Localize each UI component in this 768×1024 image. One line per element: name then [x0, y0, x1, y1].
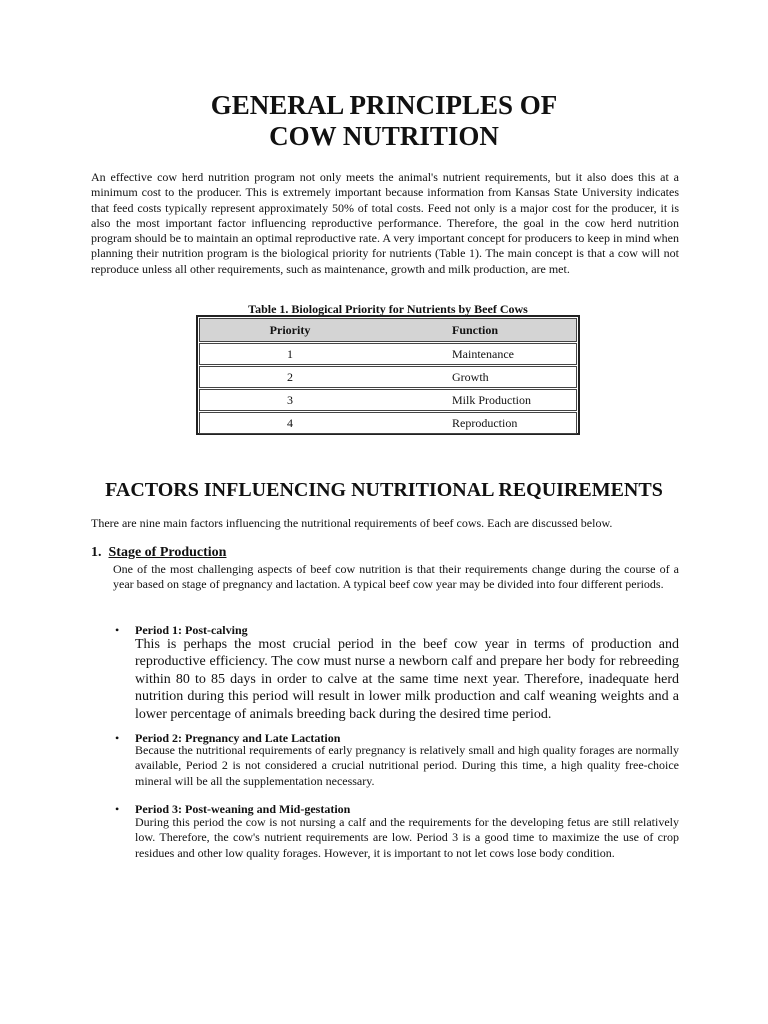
table-cell-function: Growth: [452, 369, 489, 384]
table-cell-priority: 1: [287, 346, 293, 361]
table-cell-function: Reproduction: [452, 415, 518, 430]
table-cell-priority: 2: [287, 369, 293, 384]
table-header-priority: Priority: [269, 322, 311, 337]
section-1-number: 1.: [91, 545, 102, 560]
table-cell-function: Milk Production: [452, 392, 532, 407]
table-header-row: [199, 318, 577, 342]
title-line-2: COW NUTRITION: [269, 121, 499, 151]
section-1-title-text: Stage of Production: [108, 545, 227, 560]
table-row: [199, 412, 577, 434]
table-caption: Table 1. Biological Priority for Nutrients by Beef Cows: [248, 302, 528, 316]
table-row: [199, 366, 577, 388]
bullet-icon: •: [115, 802, 120, 816]
period-3-body: During this period the cow is not nursing a calf and the requirements for the developing fetus are still relatively low. Therefore, the cow's nutrient requirements are low. Period 3 is a good time to maximize the use of crop residues and other low quality forages. However, it is important to not let cows lose body condition.: [135, 815, 679, 860]
period-2-title: Period 2: Pregnancy and Late Lactation: [135, 731, 341, 745]
period-2-body: Because the nutritional requirements of early pregnancy is relatively small and high quality forages are normally available, Period 2 is not considered a crucial nutritional period. During this time, a high quality free-choice mineral will be all the supplementation necessary.: [135, 743, 679, 788]
bullet-icon: •: [115, 731, 120, 745]
factors-heading: FACTORS INFLUENCING NUTRITIONAL REQUIREMENTS: [105, 479, 663, 501]
section-1-title: [91, 545, 226, 561]
intro-paragraph: An effective cow herd nutrition program not only meets the animal's nutrient requirements, but it also does this at a minimum cost to the producer. This is extremely important because information from Kansas State University indicates that feed costs typically represent approximately 50% of total costs. Feed not only is a major cost for the producer, it is also the most important factor influencing reproductive performance. Therefore, the goal in the cow herd nutrition program should be to maintain an optimal reproductive rate. A very important concept for producers to keep in mind when planning their nutrition program is the biological priority for nutrients (Table 1). The main concept is that a cow will not reproduce unless all other requirements, such as maintenance, growth and milk production, are met.: [91, 170, 679, 276]
table-cell-priority: 3: [287, 392, 293, 407]
table-cell-priority: 4: [287, 415, 293, 430]
table-row: [199, 389, 577, 411]
table-cell-function: Maintenance: [452, 346, 514, 361]
document-title: [0, 90, 768, 152]
period-1-title: Period 1: Post-calving: [135, 623, 248, 637]
table-row: [199, 343, 577, 365]
period-1-body: This is perhaps the most crucial period in the beef cow year in terms of production and reproductive efficiency. The cow must nurse a newborn calf and prepare her body for rebreeding within 80 to 85 days in order to calve at the same time next year. Therefore, inadequate herd nutrition during this period will result in lower milk production and calf weaning weights and a lower percentage of animals breeding back during the desired time period.: [135, 637, 679, 722]
title-line-1: GENERAL PRINCIPLES OF: [210, 90, 558, 120]
period-3-title: Period 3: Post-weaning and Mid-gestation: [135, 802, 351, 816]
factors-intro-paragraph: There are nine main factors influencing the nutritional requirements of beef cows. Each are discussed below.: [91, 516, 613, 530]
table-header-function: Function: [452, 322, 499, 337]
section-1-body: One of the most challenging aspects of beef cow nutrition is that their requirements change during the course of a year based on stage of pregnancy and lactation. A typical beef cow year may be divided into four different periods.: [113, 562, 679, 592]
bullet-icon: •: [115, 623, 120, 637]
priority-table: [196, 315, 580, 435]
